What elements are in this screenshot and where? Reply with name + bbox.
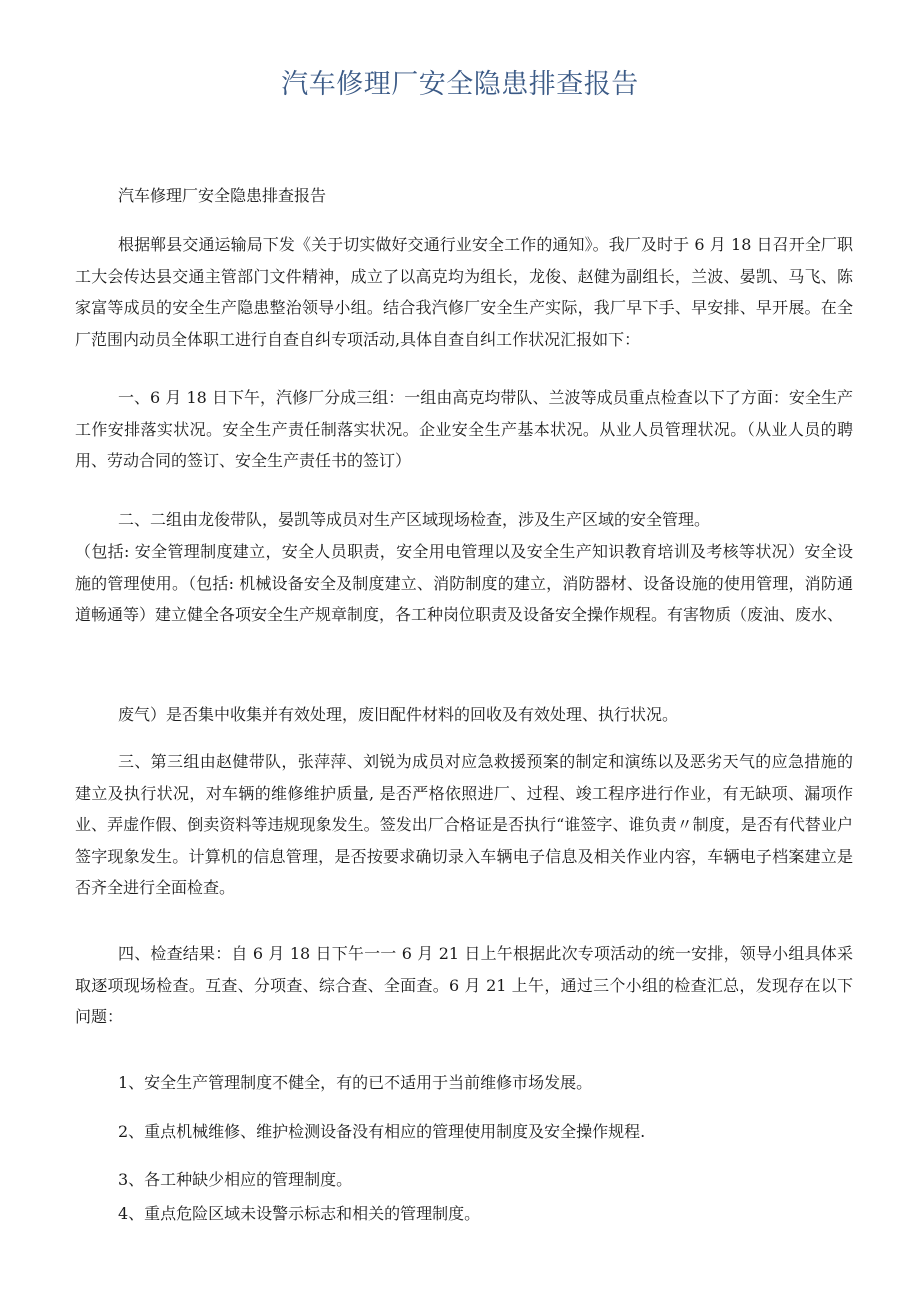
- paragraph-section-3: 三、第三组由赵健带队，张萍萍、刘锐为成员对应急救援预案的制定和演练以及恶劣天气的应急措施的建立及执行状况，对车辆的维修维护质量, 是否严格依照进厂、过程、竣工程序进行作业，有无缺项、漏项作业、弄虚作假、倒卖资料等违规现象发生。签发出厂合格证是否执行“谁签字、谁负责〃制度，是否有代替业户签字现象发生。计算机的信息管理，是否按要求确切录入车辆电子信息及相关作业内容，车辆电子档案建立是否齐全进行全面检查。: [75, 752, 853, 897]
- document-title: 汽车修理厂安全隐患排查报告: [281, 69, 639, 100]
- paragraph-section-4: 四、检查结果：自 6 月 18 日下午一一 6 月 21 日上午根据此次专项活动的统一安排，领导小组具体采取逐项现场检查。互查、分项查、综合查、全面查。6 月 21 上午，通过三个小组的检查汇总，发现存在以下问题：: [75, 944, 853, 1026]
- list-item-1: 1、安全生产管理制度不健全，有的已不适用于当前维修市场发展。: [118, 1073, 593, 1092]
- paragraph-intro: 根据郸县交通运输局下发《关于切实做好交通行业安全工作的通知》。我厂及时于 6 月 18 日召开全厂职工大会传达县交通主管部门文件精神，成立了以高克均为组长，龙俊、赵健为副组长，兰波、晏凯、马飞、陈家富等成员的安全生产隐患整治领导小组。结合我汽修厂安全生产实际，我厂早下手、早安排、早开展。在全厂范围内动员全体职工进行自查自纠专项活动,具体自查自纠工作状况汇报如下：: [75, 235, 853, 349]
- subtitle: 汽车修理厂安全隐患排查报告: [118, 186, 327, 205]
- paragraph-section-1: 一、6 月 18 日下午，汽修厂分成三组：一组由高克均带队、兰波等成员重点检查以下了方面：安全生产工作安排落实状况。安全生产责任制落实状况。企业安全生产基本状况。从业人员管理状况。（从业人员的聘用、劳动合同的签订、安全生产责任书的签订）: [75, 388, 853, 470]
- list-item-2: 2、重点机械维修、维护检测设备没有相应的管理使用制度及安全操作规程.: [118, 1122, 646, 1141]
- list-item-3: 3、各工种缺少相应的管理制度。: [118, 1170, 353, 1189]
- paragraph-section-2-continued: 废气）是否集中收集并有效处理，废旧配件材料的回收及有效处理、执行状况。: [118, 705, 679, 724]
- paragraph-section-2-details: （包括: 安全管理制度建立，安全人员职责，安全用电管理以及安全生产知识教育培训及考核等状况）安全设施的管理使用。（包括: 机械设备安全及制度建立、消防制度的建立，消防器材、设备设施的使用管理，消防通道畅通等）建立健全各项安全生产规章制度，各工种岗位职责及设备安全操作规程。有害物质（废油、废水、: [75, 542, 853, 624]
- paragraph-section-2: 二、二组由龙俊带队，晏凯等成员对生产区域现场检查，涉及生产区域的安全管理。: [118, 510, 711, 529]
- list-item-4: 4、重点危险区域未设警示标志和相关的管理制度。: [118, 1204, 481, 1223]
